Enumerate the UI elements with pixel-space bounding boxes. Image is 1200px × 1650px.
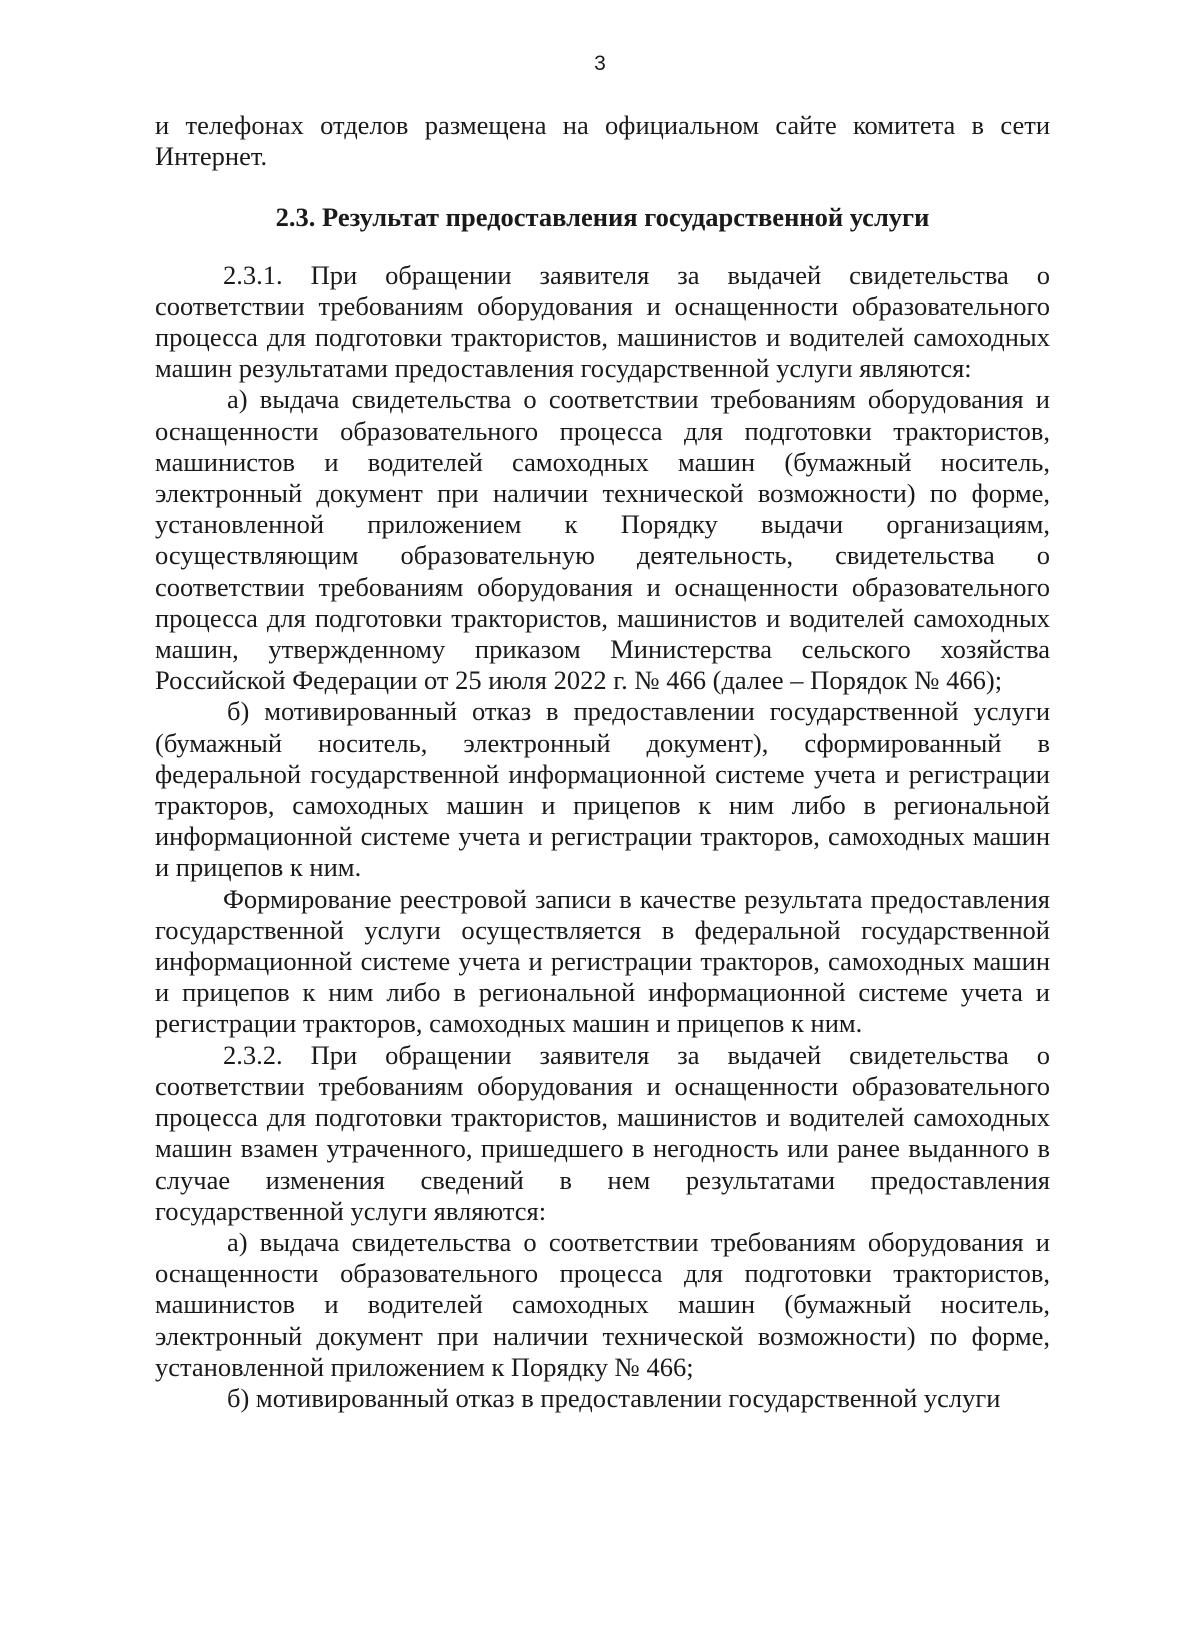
paragraph-item-a-2: а) выдача свидетельства о соответствии требованиям оборудования и оснащенности образовательного процесса для подготовки трактористов, машинистов и водителей самоходных машин (бумажный носитель, электронный документ при наличии технической возможности) по форме, установленной приложением к Порядку № 466; — [155, 1226, 1050, 1382]
paragraph-continuation: и телефонах отделов размещена на официальном сайте комитета в сети Интернет. — [155, 110, 1050, 172]
paragraph-item-b: б) мотивированный отказ в предоставлении государственной услуги (бумажный носитель, электронный документ), сформированный в федеральной государственной информационной системе учета и регистрации тракторов, самоходных машин и прицепов к ним либо в региональной информационной системе учета и регистрации тракторов, самоходных машин и прицепов к ним. — [155, 696, 1050, 883]
paragraph-2-3-1: 2.3.1. При обращении заявителя за выдачей свидетельства о соответствии требованиям оборудования и оснащенности образовательного процесса для подготовки трактористов, машинистов и водителей самоходных машин результатами предоставления государственной услуги являются: — [155, 259, 1050, 384]
paragraph-item-a: а) выдача свидетельства о соответствии требованиям оборудования и оснащенности образовательного процесса для подготовки трактористов, машинистов и водителей самоходных машин (бумажный носитель, электронный документ при наличии технической возможности) по форме, установленной приложением к Порядку выдачи организациям, осуществляющим образовательную деятельность, свидетельства о соответствии требованиям оборудования и оснащенности образовательного процесса для подготовки трактористов, машинистов и водителей самоходных машин, утвержденному приказом Министерства сельского хозяйства Российской Федерации от 25 июля 2022 г. № 466 (далее – Порядок № 466); — [155, 384, 1050, 696]
paragraph-item-b-2: б) мотивированный отказ в предоставлении государственной услуги — [227, 1382, 1001, 1413]
section-heading: 2.3. Результат предоставления государственной услуги — [275, 202, 930, 233]
document-body — [155, 110, 1050, 1414]
paragraph-2-3-2: 2.3.2. При обращении заявителя за выдачей свидетельства о соответствии требованиям оборудования и оснащенности образовательного процесса для подготовки трактористов, машинистов и водителей самоходных машин взамен утраченного, пришедшего в негодность или ранее выданного в случае изменения сведений в нем результатами предоставления государственной услуги являются: — [155, 1039, 1050, 1226]
page-number: 3 — [594, 52, 606, 75]
paragraph-registry-record: Формирование реестровой записи в качестве результата предоставления государственной услуги осуществляется в федеральной государственной информационной системе учета и регистрации тракторов, самоходных машин и прицепов к ним либо в региональной информационной системе учета и регистрации тракторов, самоходных машин и прицепов к ним. — [155, 883, 1050, 1039]
